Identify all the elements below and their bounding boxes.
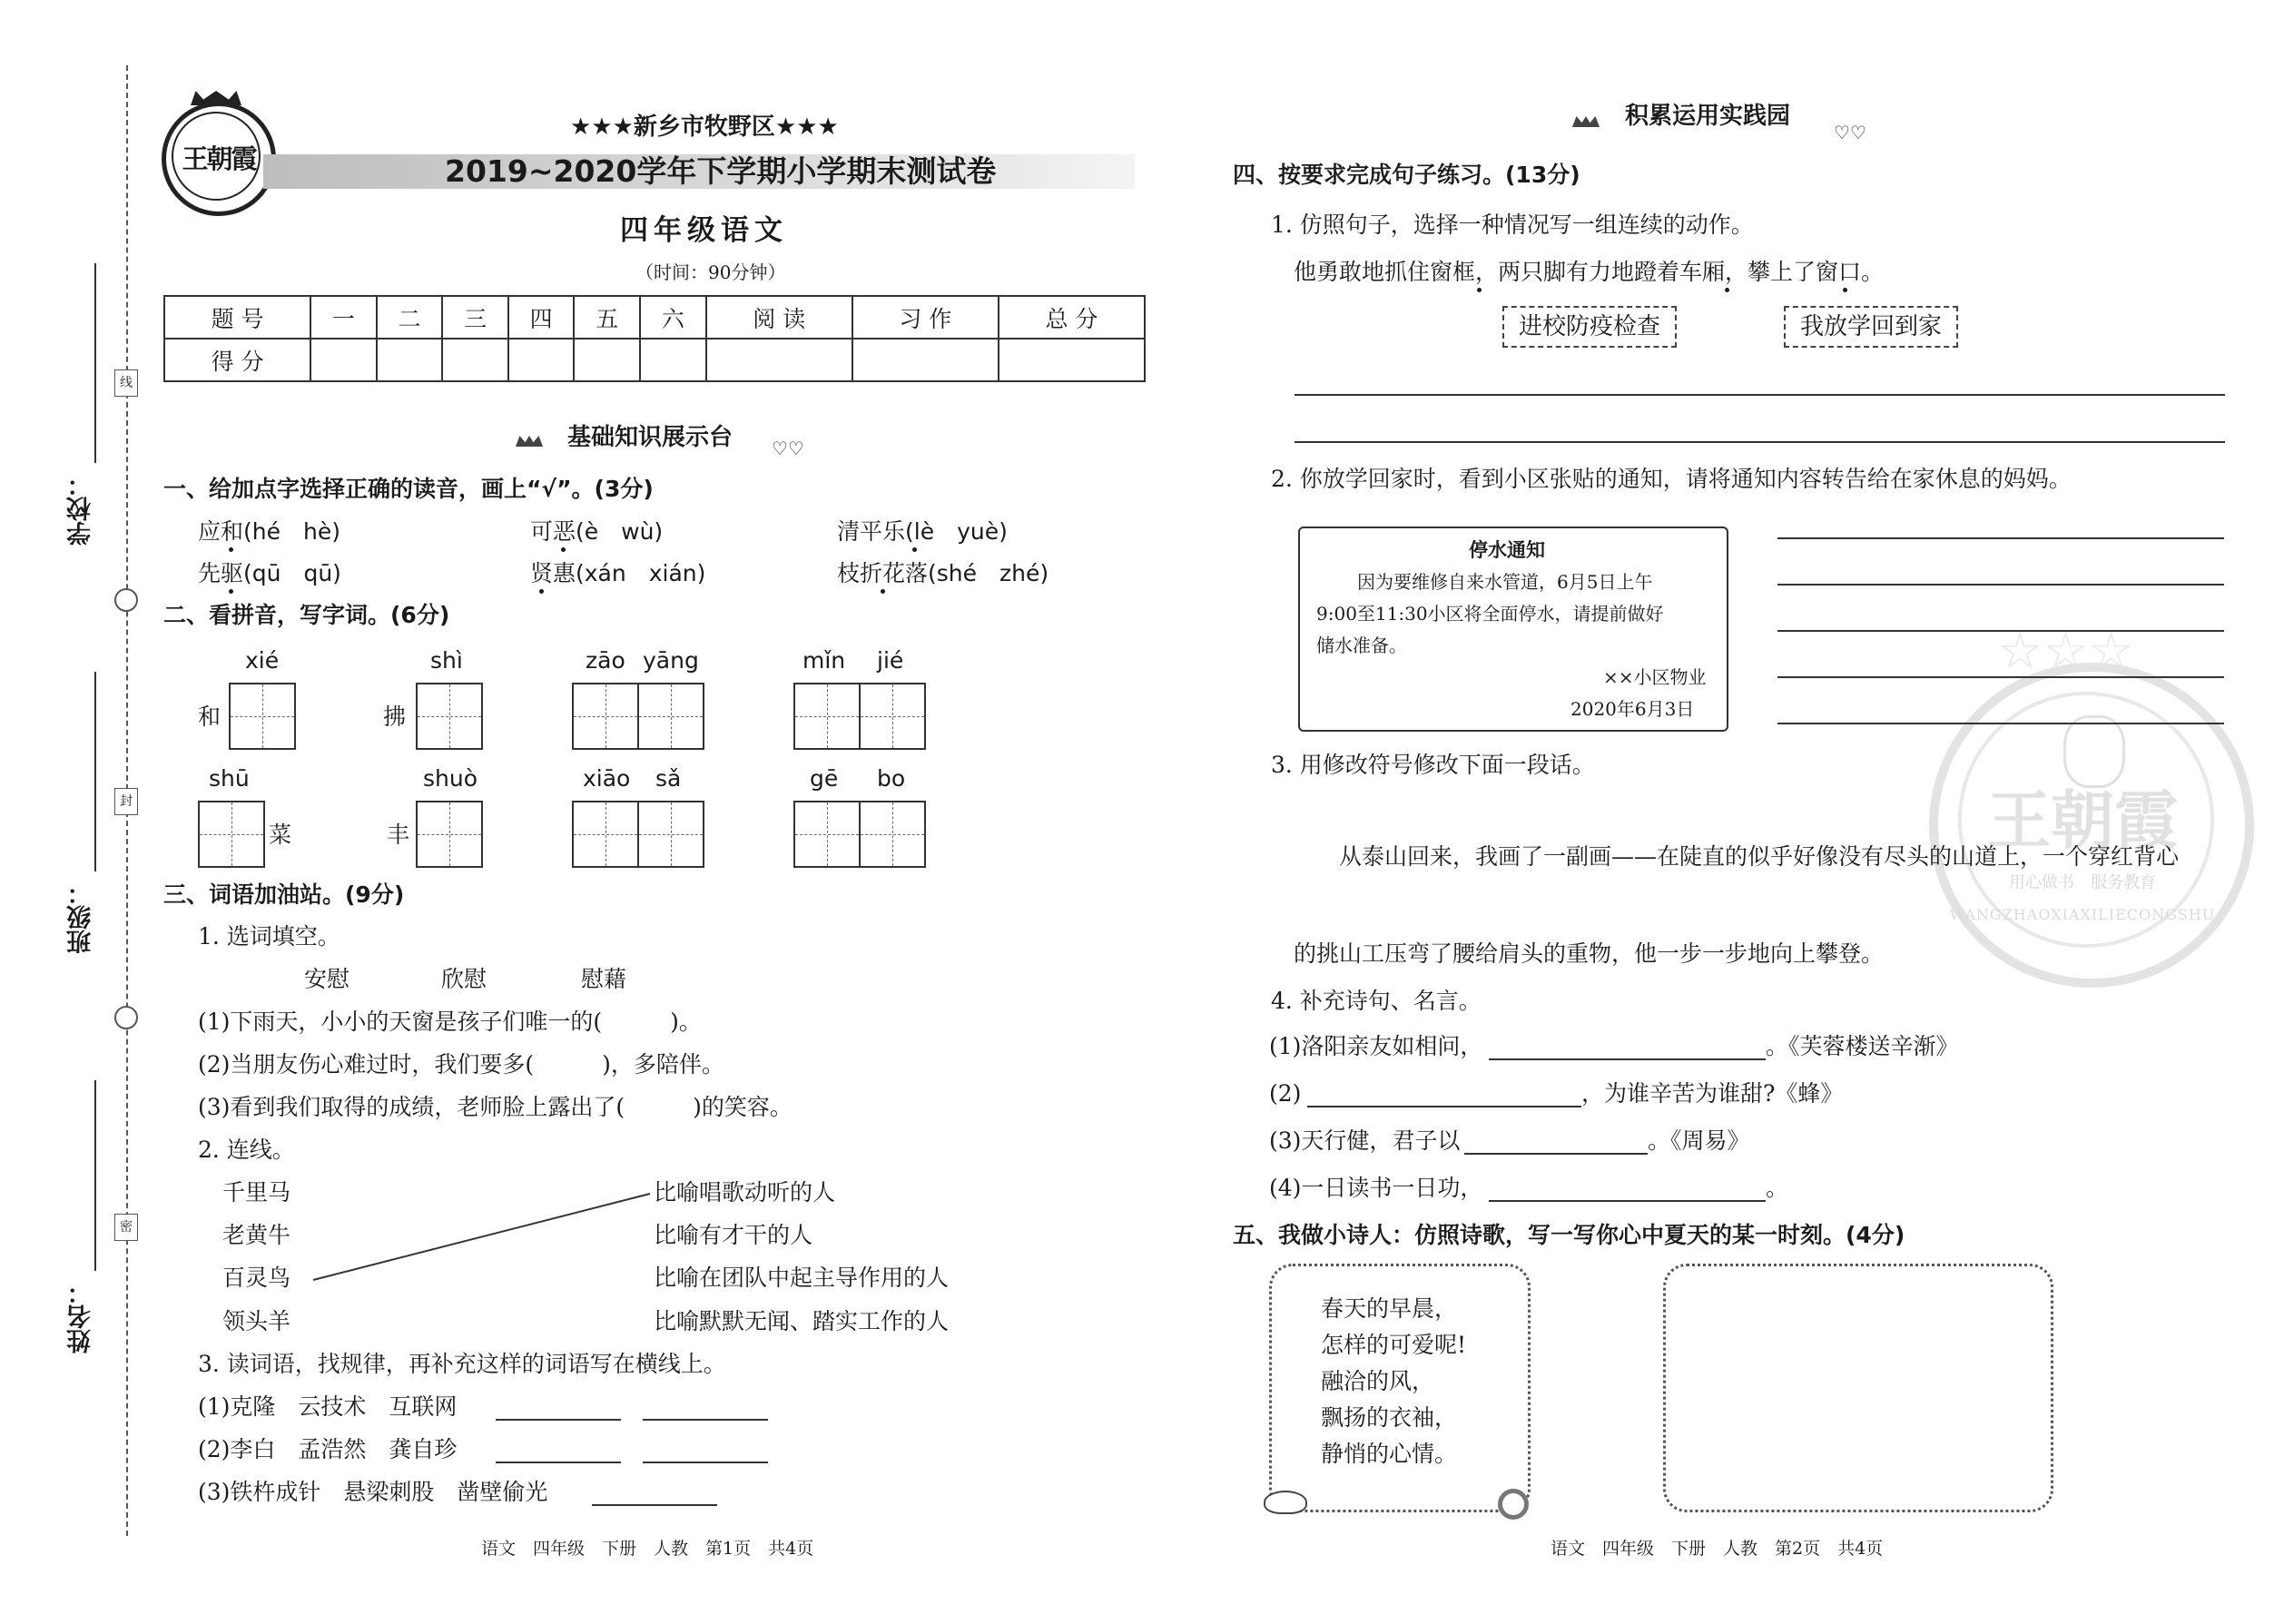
q1-item: 清平乐(lè yuè) (837, 518, 1008, 545)
region-title: ★★★新乡市牧野区★★★ (570, 113, 839, 141)
poem-line: 融洽的风， (1321, 1368, 1435, 1394)
section-banner-practice: 积累运用实践园 (1625, 103, 1791, 130)
match-right[interactable]: 比喻在团队中起主导作用的人 (654, 1265, 950, 1291)
poem-fill: (3)天行健，君子以 (1269, 1127, 1461, 1154)
watermark-name: 王朝霞 (1987, 782, 2178, 858)
subject-title: 四年级语文 (620, 214, 788, 247)
match-left[interactable]: 百灵鸟 (222, 1265, 291, 1291)
word-choice: 安慰 (304, 966, 350, 992)
poem-fill: (1)洛阳亲友如相问， (1269, 1033, 1483, 1059)
notice-date: 2020年6月3日 (1570, 698, 1695, 720)
notice-line: 因为要维修自来水管道，6月5日上午 (1357, 571, 1653, 593)
pinyin: shuò (423, 765, 478, 792)
given-char: 丰 (387, 822, 410, 848)
watermark-seal (1929, 663, 2254, 988)
crown-icon (1572, 116, 1600, 127)
lifebuoy-icon (1498, 1489, 1529, 1520)
q4-s2: 2. 你放学回家时，看到小区张贴的通知，请将通知内容转告给在家休息的妈妈。 (1271, 466, 2072, 492)
poem-fill: (2) (1269, 1080, 1302, 1107)
poem-line: 春天的早晨， (1321, 1295, 1458, 1322)
table-cell: 二 (377, 296, 443, 339)
pinyin: shū (209, 765, 250, 792)
pattern-row: (3)铁杵成针 悬梁刺股 凿壁偷光 (198, 1479, 548, 1505)
table-cell: 四 (508, 296, 575, 339)
q3-title: 三、词语加油站。(9分) (163, 881, 405, 908)
answer-line[interactable] (496, 1462, 621, 1463)
answer-line[interactable] (1777, 630, 2224, 632)
q3-sub2: 2. 连线。 (198, 1137, 295, 1163)
answer-line[interactable] (496, 1419, 621, 1421)
q3-sub3: 3. 读词语，找规律，再补充这样的词语写在横线上。 (198, 1351, 726, 1377)
table-cell: 六 (640, 296, 706, 339)
poem-line: 怎样的可爱呢! (1321, 1332, 1467, 1358)
match-right[interactable]: 比喻默默无闻、踏实工作的人 (654, 1308, 950, 1334)
fill-sentence: (1)下雨天，小小的天窗是孩子们唯一的( )。 (198, 1009, 702, 1035)
option-box[interactable]: 我放学回到家 (1784, 306, 1958, 348)
watermark-slogan: 用心做书 服务教育 (2009, 873, 2156, 892)
table-cell: 总 分 (999, 296, 1145, 339)
answer-line[interactable] (1295, 394, 2225, 396)
answer-line[interactable] (643, 1462, 768, 1463)
given-char: 和 (198, 704, 222, 730)
q4-s1: 1. 仿照句子，选择一种情况写一组连续的动作。 (1271, 212, 1754, 238)
given-char: 拂 (383, 704, 407, 730)
edit-paragraph[interactable]: 的挑山工压弯了腰给肩头的重物，他一步一步地向上攀登。 (1294, 940, 1885, 967)
q4-title: 四、按要求完成句子练习。(13分) (1233, 162, 1580, 188)
poem-source: ，为谁辛苦为谁甜?《蜂》 (1581, 1080, 1844, 1107)
table-cell: 三 (442, 296, 508, 339)
answer-line[interactable] (1777, 537, 2224, 539)
match-left[interactable]: 千里马 (222, 1179, 291, 1206)
q1-item: 枝折花落(shé zhé) (837, 560, 1049, 586)
poem-writing-area[interactable] (1663, 1264, 2053, 1512)
section-banner-basic: 基础知识展示台 (567, 424, 733, 451)
table-cell: 得 分 (164, 339, 310, 381)
notice-title: 停水通知 (1469, 539, 1545, 561)
exam-title: 2019~2020学年下学期小学期末测试卷 (445, 153, 997, 189)
table-cell: 习 作 (852, 296, 999, 339)
fill-sentence: (3)看到我们取得的成绩，老师脸上露出了( )的笑容。 (198, 1094, 793, 1120)
poem-source: 。《芙蓉楼送辛渐》 (1766, 1033, 1959, 1059)
q1-item: 贤惠(xán xián) (530, 560, 706, 586)
match-example-line (313, 1194, 650, 1280)
pinyin: jié (877, 647, 904, 674)
answer-line[interactable] (1777, 584, 2224, 586)
name-label: 姓名： (67, 1280, 95, 1353)
q3-sub1: 1. 选词填空。 (198, 923, 340, 950)
match-left[interactable]: 领头羊 (222, 1308, 291, 1334)
pattern-row: (2)李白 孟浩然 龚自珍 (198, 1436, 458, 1462)
seal-tag-feng: 封 (114, 788, 138, 815)
pinyin: mǐn (802, 647, 846, 674)
watermark-portrait-icon (2063, 715, 2125, 788)
exam-time: （时间：90分钟） (635, 261, 786, 283)
pinyin: sǎ (655, 765, 682, 792)
pinyin: xiāo (583, 765, 631, 792)
given-char: 菜 (269, 822, 292, 848)
answer-line[interactable] (1295, 441, 2225, 443)
match-right[interactable]: 比喻有才干的人 (654, 1222, 813, 1248)
pinyin: zāo (586, 647, 625, 674)
word-choice: 慰藉 (581, 966, 627, 992)
q1-item: 可恶(è wù) (530, 518, 664, 545)
q1-title: 一、给加点字选择正确的读音，画上“√”。(3分) (163, 476, 654, 502)
table-cell: 五 (574, 296, 640, 339)
whale-icon (1264, 1491, 1307, 1514)
answer-line[interactable] (1489, 1200, 1766, 1202)
answer-line[interactable] (1307, 1106, 1581, 1107)
q4-s3: 3. 用修改符号修改下面一段话。 (1271, 752, 1595, 778)
notice-line: 9:00至11:30小区将全面停水，请提前做好 (1316, 603, 1664, 625)
option-box[interactable]: 进校防疫检查 (1502, 306, 1677, 348)
poem-fill: (4)一日读书一日功， (1269, 1175, 1483, 1201)
pinyin: shì (430, 647, 463, 674)
answer-line[interactable] (1777, 676, 2224, 678)
notice-line: 储水准备。 (1316, 635, 1407, 656)
pinyin: xié (245, 647, 280, 674)
pinyin: bo (877, 765, 906, 792)
heart-icon: ♡♡ (772, 438, 804, 459)
pattern-row: (1)克隆 云技术 互联网 (198, 1393, 458, 1420)
q2-title: 二、看拼音，写字词。(6分) (163, 602, 450, 628)
word-choice: 欣慰 (441, 966, 487, 992)
q1-item: 应和(hé hè) (198, 518, 340, 545)
answer-line[interactable] (643, 1419, 768, 1421)
emphasis-dot (1843, 288, 1847, 292)
answer-line[interactable] (592, 1504, 717, 1506)
match-right[interactable]: 比喻唱歌动听的人 (654, 1179, 836, 1206)
pinyin: yāng (643, 647, 699, 674)
poem-source: 。《周易》 (1648, 1127, 1750, 1154)
table-cell: 一 (310, 296, 377, 339)
seal-tag-xian: 线 (114, 369, 138, 397)
edit-paragraph[interactable]: 从泰山回来，我画了一副画——在陡直的似乎好像没有尽头的山道上，一个穿红背心 (1339, 843, 2180, 870)
poem-line: 飘扬的衣袖， (1321, 1404, 1458, 1431)
emphasis-dot (1477, 288, 1482, 292)
answer-line[interactable] (1777, 723, 2224, 724)
page-footer-left: 语文 四年级 下册 人教 第1页 共4页 (481, 1539, 814, 1559)
fill-sentence: (2)当朋友伤心难过时，我们要多( )，多陪伴。 (198, 1051, 724, 1078)
pinyin: gē (810, 765, 839, 792)
answer-line[interactable] (1464, 1153, 1648, 1155)
seal-tag-mi: 密 (114, 1214, 138, 1241)
table-cell: 题 号 (164, 296, 310, 339)
class-label: 班级： (67, 881, 95, 954)
watermark-arc-text: WANGZHAOXIAXILIECONGSHU (1949, 906, 2216, 923)
table-cell: 阅 读 (706, 296, 852, 339)
answer-line[interactable] (1489, 1058, 1766, 1060)
school-label: 学校： (67, 472, 95, 546)
q1-item: 先驱(qū qū) (198, 560, 341, 586)
heart-icon: ♡♡ (1834, 122, 1866, 143)
q4-s4: 4. 补充诗句、名言。 (1271, 988, 1482, 1014)
notice-sign: ××小区物业 (1603, 666, 1707, 688)
poem-source: 。 (1766, 1175, 1789, 1201)
q4-example: 他勇敢地抓住窗框，两只脚有力地蹬着车厢，攀上了窗口。 (1294, 259, 1885, 285)
logo-text: 王朝霞 (182, 143, 256, 174)
poem-line: 静悄的心情。 (1321, 1441, 1458, 1467)
emphasis-dot (1725, 288, 1729, 292)
page-footer-right: 语文 四年级 下册 人教 第2页 共4页 (1551, 1539, 1884, 1559)
q5-title: 五、我做小诗人：仿照诗歌，写一写你心中夏天的某一时刻。(4分) (1233, 1222, 1905, 1248)
match-left[interactable]: 老黄牛 (222, 1222, 291, 1248)
watermark-star-icon: ☆☆☆ (1997, 622, 2134, 681)
